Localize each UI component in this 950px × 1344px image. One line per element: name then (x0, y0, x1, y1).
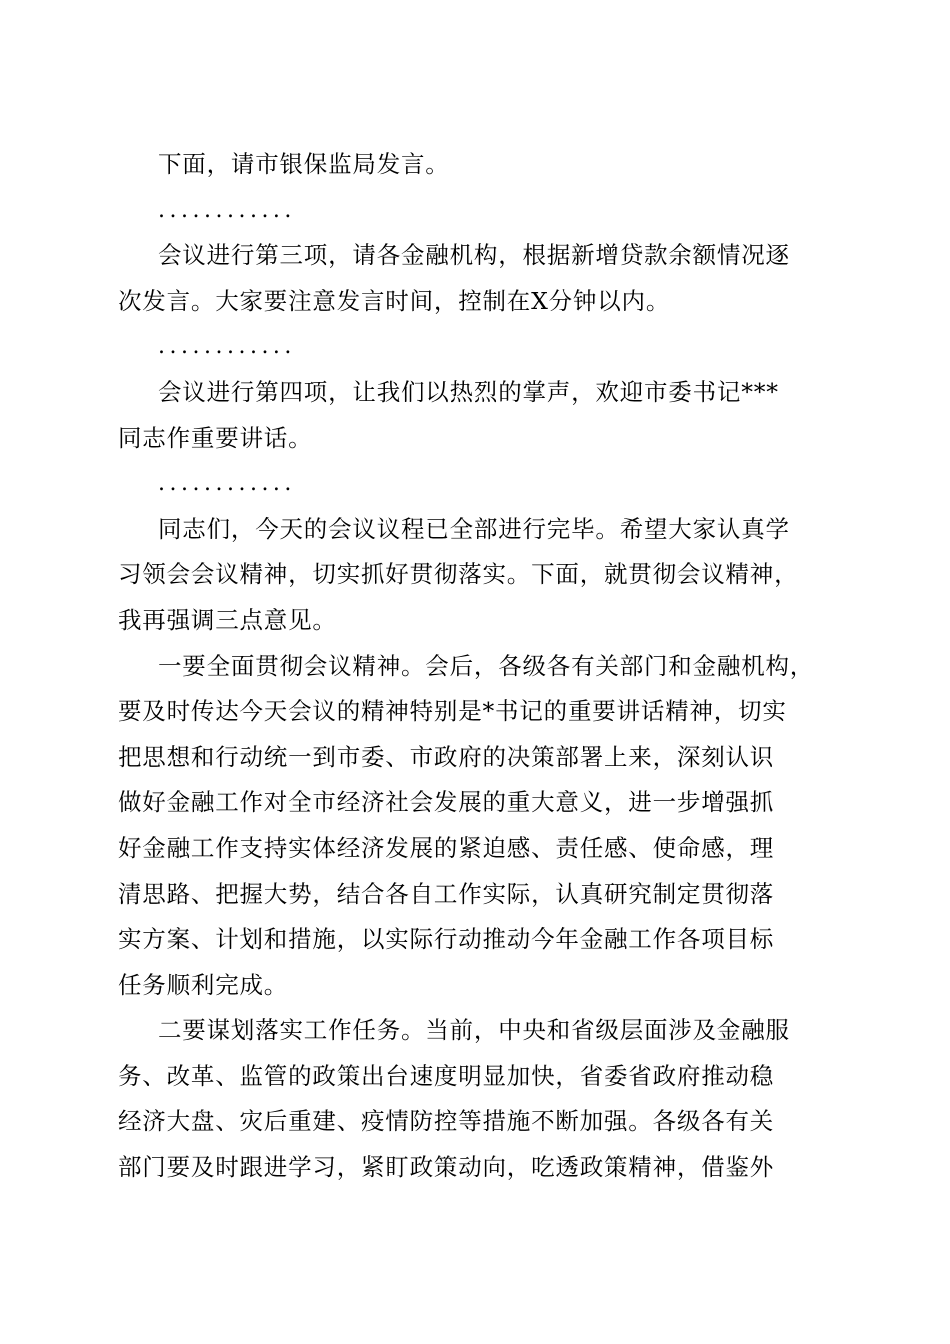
text-line: 清思路、把握大势，结合各自工作实际，认真研究制定贯彻落 (118, 879, 775, 908)
text-line: 部门要及时跟进学习，紧盯政策动向，吃透政策精神，借鉴外 (118, 1153, 775, 1182)
text-line: 要及时传达今天会议的精神特别是*书记的重要讲话精神，切实 (118, 697, 787, 726)
text-line: 我再强调三点意见。 (118, 605, 337, 634)
text-line: 习领会会议精神，切实抓好贯彻落实。下面，就贯彻会议精神， (118, 560, 799, 589)
text-line: 会议进行第三项，请各金融机构，根据新增贷款余额情况逐 (158, 241, 790, 270)
paragraph-point-one (118, 644, 830, 1009)
paragraph-item-three (118, 233, 830, 324)
text-line: 同志们，今天的会议议程已全部进行完毕。希望大家认真学 (158, 514, 790, 543)
document-body (118, 142, 830, 1191)
text-line: 做好金融工作对全市经济社会发展的重大意义，进一步增强抓 (118, 788, 775, 817)
text-line: 任务顺利完成。 (118, 970, 289, 999)
paragraph-point-two (118, 1008, 830, 1190)
text-line: 经济大盘、灾后重建、疫情防控等措施不断加强。各级各有关 (118, 1107, 775, 1136)
ellipsis-divider: ............ (158, 197, 296, 223)
paragraph-item-four (118, 370, 830, 461)
ellipsis-divider: ............ (158, 471, 296, 497)
paragraph-closing-intro (118, 507, 830, 644)
paragraph-invite-cbirc (118, 142, 830, 188)
text-line: 好金融工作支持实体经济发展的紧迫感、责任感、使命感，理 (118, 833, 775, 862)
text-line: 下面，请市银保监局发言。 (158, 150, 450, 178)
ellipsis-divider: ............ (158, 334, 296, 360)
text-line: 把思想和行动统一到市委、市政府的决策部署上来，深刻认识 (118, 742, 775, 771)
text-line: 实方案、计划和措施，以实际行动推动今年金融工作各项目标 (118, 925, 775, 954)
text-line: 次发言。大家要注意发言时间，控制在X分钟以内。 (118, 286, 671, 315)
text-line: 一要全面贯彻会议精神。会后，各级各有关部门和金融机构， (158, 651, 815, 680)
text-line: 同志作重要讲话。 (118, 423, 313, 452)
text-line: 二要谋划落实工作任务。当前，中央和省级层面涉及金融服 (158, 1016, 790, 1045)
text-line: 务、改革、监管的政策出台速度明显加快，省委省政府推动稳 (118, 1061, 775, 1090)
text-line: 会议进行第四项，让我们以热烈的掌声，欢迎市委书记*** (158, 377, 779, 406)
